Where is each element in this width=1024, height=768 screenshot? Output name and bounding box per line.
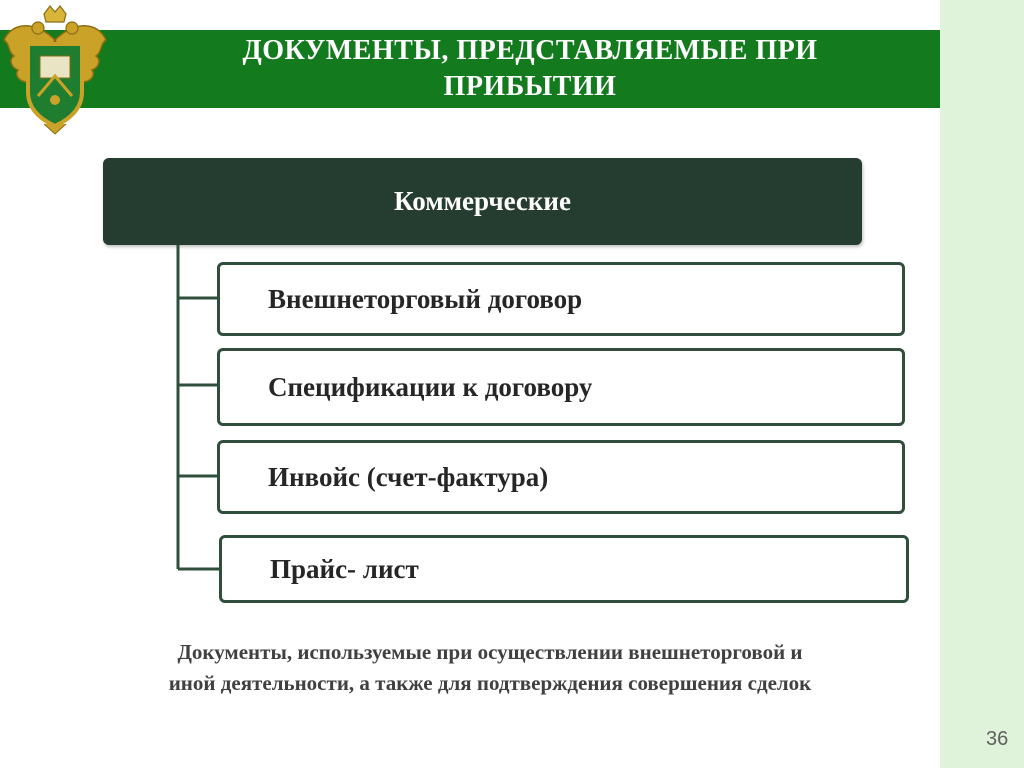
document-item-label: Спецификации к договору bbox=[268, 371, 593, 402]
customs-emblem-icon bbox=[0, 0, 110, 136]
footer-description bbox=[40, 637, 940, 699]
document-item-label: Прайс- лист bbox=[270, 553, 419, 584]
document-item-label: Инвойс (счет-фактура) bbox=[268, 461, 549, 492]
document-item-price-list bbox=[219, 535, 909, 603]
footer-line-1: Документы, используемые при осуществлении внешнеторговой и bbox=[177, 640, 803, 664]
right-decorative-strip bbox=[940, 0, 1024, 768]
slide-title-line-2: ПРИБЫТИИ bbox=[443, 71, 617, 102]
slide-title-line-1: ДОКУМЕНТЫ, ПРЕДСТАВЛЯЕМЫЕ ПРИ bbox=[242, 35, 818, 66]
footer-line-2: иной деятельности, а также для подтверждения совершения сделок bbox=[168, 671, 812, 695]
document-item-foreign-trade-contract bbox=[217, 262, 905, 336]
slide-title bbox=[120, 30, 940, 108]
page-number: 36 bbox=[986, 728, 1009, 750]
category-header: Коммерческие bbox=[103, 158, 862, 245]
document-item-contract-specifications bbox=[217, 348, 905, 426]
document-item-label: Внешнеторговый договор bbox=[268, 283, 583, 314]
document-item-invoice bbox=[217, 440, 905, 514]
